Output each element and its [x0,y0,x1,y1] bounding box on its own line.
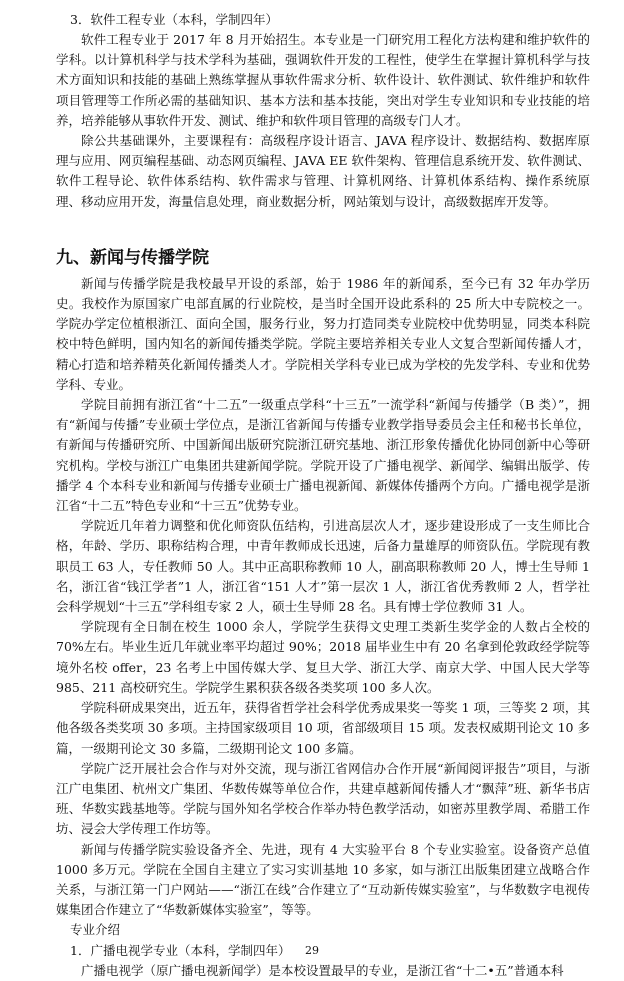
news-school-paragraph: 学院广泛开展社会合作与对外交流，现与浙江省网信办合作开展“新闻阅评报告”项目，与浙江广电集团、杭州文广集团、华数传媒等单位合作，共建卓越新闻传播人才“飘萍”班、新华书店班、华数实践基地等。学院与国外知名学校合作举办特色教学活动，如密苏里教学周、希腊工作坊、浸会大学传理工作坊等。 [56,760,590,837]
news-school-paragraph: 新闻与传播学院实验设备齐全、先进，现有 4 大实验平台 8 个专业实验室。设备资产总值 1000 多万元。学院在全国自主建立了实习实训基地 10 多家，如与浙江出版集团建立战略合作关系，与浙江第一门户网站——“浙江在线”合作建立了“互动新传媒实验室”，与华数数字电视传媒集团合作建立了“华数新媒体实验室”，等等。 [56,841,590,918]
major-intro-label: 专业介绍 [70,922,121,938]
news-school-paragraph: 学院目前拥有浙江省“十二五”一级重点学科“十三五”一流学科“新闻与传播学（B 类）”，拥有“新闻与传播”专业硕士学位点，是浙江省新闻与传播专业教学指导委员会主任和秘书长单位，有新闻与传播研究所、中国新闻出版研究院浙江研究基地、浙江形象传播优化协同创新中心等研究机构。学校与浙江广电集团共建新闻学院。学院开设了广播电视学、新闻学、编辑出版学、传播学 4 个本科专业和新闻与传播专业硕士广播电视新闻、新媒体传播两个方向。广播电视学是浙江省“十二五”特色专业和“十三五”优势专业。 [56,397,590,514]
software-engineering-courses: 除公共基础课外，主要课程有：高级程序设计语言、JAVA 程序设计、数据结构、数据库原理与应用、网页编程基础、动态网页编程、JAVA EE 软件架构、管理信息系统开发、软件测试、软件工程导论、软件体系结构、软件需求与管理、计算机网络、计算机体系结构、操作系统原理、移动应用开发，海量信息处理，商业数据分析，网站策划与设计，高级数据库开发等。 [56,133,590,209]
software-engineering-intro: 软件工程专业于 2017 年 8 月开始招生。本专业是一门研究用工程化方法构建和维护软件的学科。以计算机科学与技术学科为基础，强调软件开发的工程性，使学生在掌握计算机科学与技术方面知识和技能的基础上熟练掌握从事软件需求分析、软件设计、软件测试、软件维护和软件项目管理等工作所必需的基础知识、基本方法和基本技能，突出对学生专业知识和专业技能的培养，培养能够从事软件开发、测试、维护和软件项目管理的高级专门人才。 [56,32,590,128]
major-broadcasting-heading: 1．广播电视学专业（本科，学制四年） [70,942,291,958]
news-school-paragraph: 学院科研成果突出，近五年，获得省哲学社会科学优秀成果奖一等奖 1 项，三等奖 2 项，其他各级各类奖项 30 多项。主持国家级项目 10 项，省部级项目 15 项。发表权威期刊论文 10 多篇，一级期刊论文 30 多篇，二级期刊论文 100 多篇。 [56,700,590,756]
major-broadcasting-paragraph: 广播电视学（原广播电视新闻学）是本校设置最早的专业，是浙江省“十二•五”普通本科 [81,962,564,978]
document-page [56,10,590,981]
software-engineering-heading: 3．软件工程专业（本科，学制四年） [70,12,278,27]
news-school-paragraph: 学院近几年着力调整和优化师资队伍结构，引进高层次人才，逐步建设形成了一支生师比合格，年龄、学历、职称结构合理，中青年教师成长迅速，后备力量雄厚的师资队伍。学院现有教职员工 63 人，专任教师 50 人。其中正高职称教师 10 人，副高职称教师 20 人，博士生导师 1 名，浙江省“钱江学者”1 人，浙江省“151 人才”第一层次 1 人，浙江省优秀教师 2 人，哲学社会科学规划“十三五”学科组专家 2 人，硕士生导师 28 名。具有博士学位教师 31 人。 [56,518,590,615]
news-school-paragraph: 新闻与传播学院是我校最早开设的系部，始于 1986 年的新闻系，至今已有 32 年办学历史。我校作为原国家广电部直属的行业院校，是当时全国开设此系科的 25 所大中专院校之一。学院办学定位植根浙江、面向全国，服务行业，努力打造同类专业院校中优势明显，同类本科院校中特色鲜明，国内知名的新闻传播类学院。学院主要培养相关专业人文复合型新闻传播人才，精心打造和培养精英化新闻传播类人才。学院相关学科专业已成为学校的先发学科、专业和优势学科、专业。 [56,275,590,392]
page-number: 29 [305,944,319,957]
section-title-news-school: 九、新闻与传播学院 [56,247,209,268]
news-school-paragraph: 学院现有全日制在校生 1000 余人，学院学生获得文史理工类新生奖学金的人数占全校的 70%左右。毕业生近几年就业率平均超过 90%；2018 届毕业生中有 20 名拿到伦敦政经学院等境外名校 offer，23 名考上中国传媒大学、复旦大学、浙江大学、南京大学、中国人民大学等 985、211 高校研究生。学院学生累积获各级各类奖项 100 多人次。 [56,619,590,695]
